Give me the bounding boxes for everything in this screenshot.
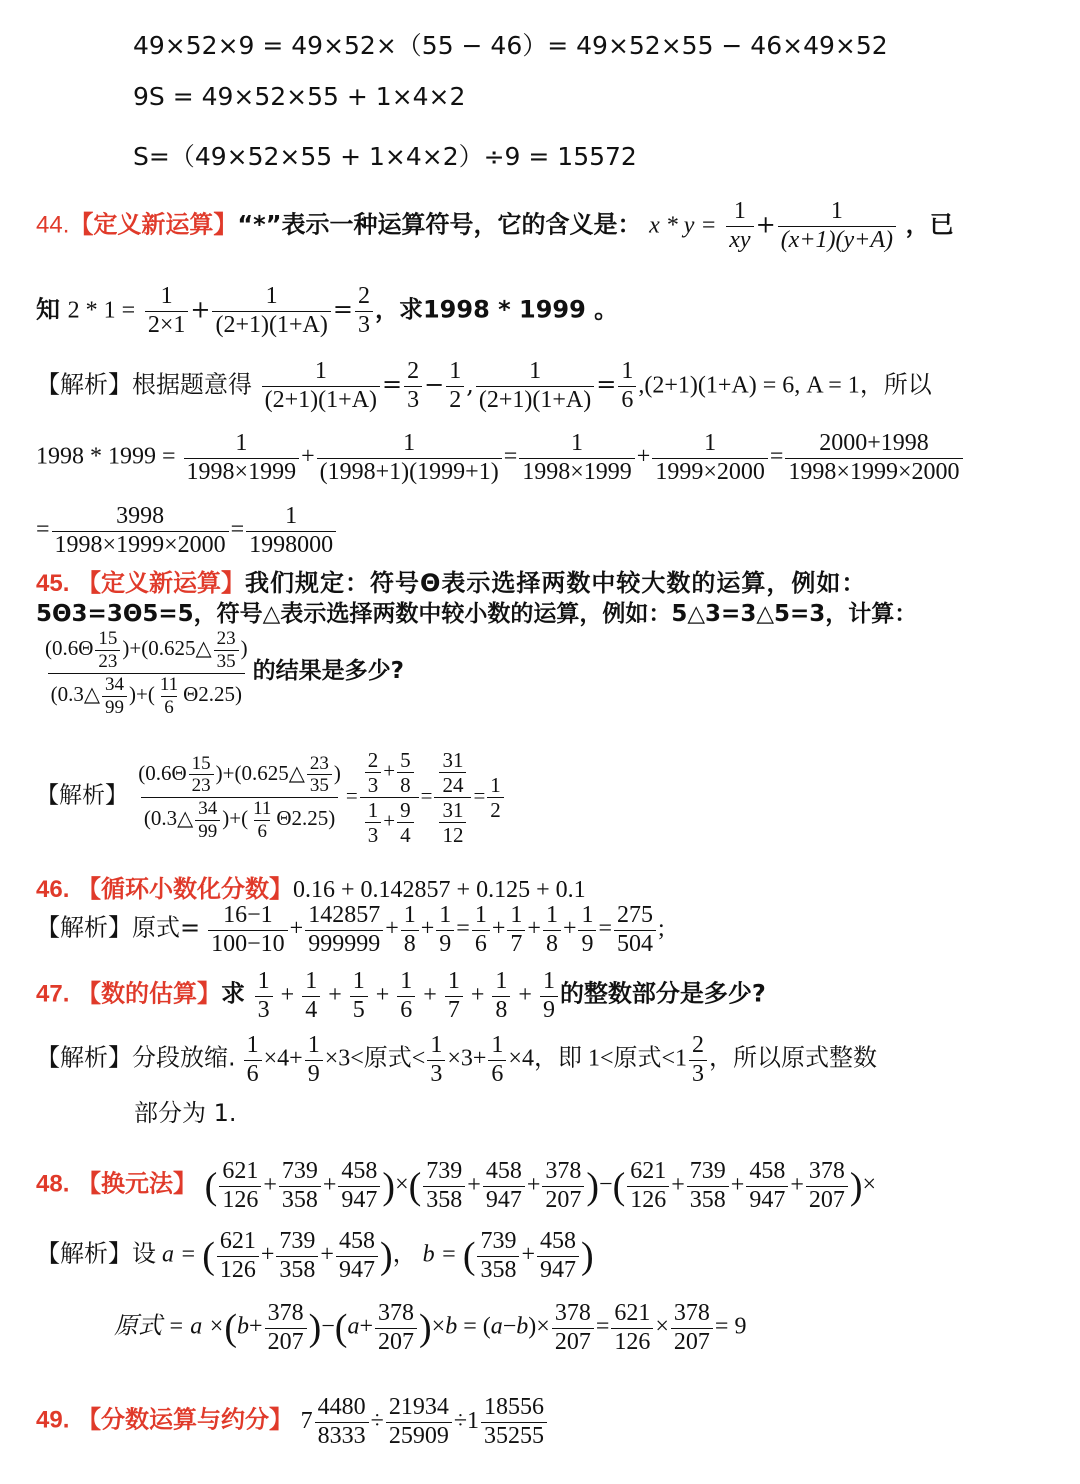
problem-tag: 【定义新运算】 (77, 569, 246, 597)
fraction: $\frac{2}{3}$ (404, 358, 422, 414)
problem-45-question (40, 628, 404, 718)
fraction-term: $\frac{1}{7}$ (445, 968, 463, 1024)
problem-text: “*”表示一种运算符号，它的含义是： (237, 210, 642, 239)
fraction: $\frac{3998}{1998\times 1999\times 2000}$ (52, 503, 229, 559)
problem-lead: 求 (221, 979, 246, 1008)
problem-expression: 0.16 + 0.142857 + 0.125 + 0.1 (293, 877, 586, 903)
fraction: $\frac{1}{8}$ (401, 902, 419, 958)
fraction: $\frac{1}{6}$ (488, 1032, 506, 1088)
eq-line-1: 49×52×9 = 49×52×（55 − 46）= 49×52×55 − 46×49×52 (133, 31, 888, 60)
line-lead: 原式 = a × (114, 1313, 225, 1340)
fraction: $\frac{621}{126}$ (627, 1158, 669, 1214)
fraction: $\frac{275}{504}$ (614, 902, 656, 958)
problem-tag: 【循环小数化分数】 (77, 875, 294, 903)
problem-48-solution-line2: 原式 = a ×(b+ $\frac{378}{207}$ )−(a+ $\frac{378}{207}$ )×b = (a−b)× $\frac{378}{207}$ = $\frac{621}{126}$ × $\frac{378}{207}$ = 9 (114, 1300, 747, 1355)
fraction: $\frac{1}{6}$ (244, 1032, 262, 1088)
fraction-term: $\frac{1}{5}$ (350, 968, 368, 1024)
fraction: $\frac{378}{207}$ (542, 1158, 584, 1214)
formula-lhs: 2 * 1 = (67, 297, 136, 324)
formula-lhs: x * y = (649, 212, 717, 239)
problem-45-solution: 【解析】 (0.6Θ $\frac{15}{23}$ )+(0.625△ $\frac{23}{35}$ ) (0.3△ $\frac{34}{99}$ )+( $\frac{11}{6}$ Θ2.25) = $\frac{2}{3}$ + $\frac{5}{8}$ $\frac{1}{3}$ + $\frac{9}{4}$ = $\frac{\frac{31}{24}}{\frac{31}{12}}$ = $\frac{1}{2}$ (36, 748, 506, 848)
fraction-term: $\frac{1}{8}$ (492, 968, 510, 1024)
problem-46-line (36, 869, 586, 904)
problem-number: 45. (36, 570, 70, 597)
fraction: $\frac{2}{3}$ (689, 1032, 707, 1088)
term-list: $\frac{1}{3}$ + $\frac{1}{4}$ + $\frac{1}{5}$ + $\frac{1}{6}$ + $\frac{1}{7}$ + $\frac{1}{8}$ + $\frac{1}{9}$ (253, 982, 560, 1008)
solution-label: 【解析】 (36, 1239, 132, 1268)
problem-tag: 【定义新运算】 (69, 210, 238, 239)
problem-45-line2: 5Θ3=3Θ5=5，符号△表示选择两数中较小数的运算，例如：5△3=3△5=3，计算： (36, 601, 918, 627)
solution-suoyi: ，所以 (859, 370, 932, 399)
fraction: $\frac{2}{3}$ (355, 283, 373, 339)
fraction-term: $\frac{1}{6}$ (397, 968, 415, 1024)
problem-number: 49. (36, 1406, 70, 1434)
fraction: $\frac{739}{358}$ (279, 1158, 321, 1214)
problem-48-solution: 【解析】设 a = ( $\frac{621}{126}$ + $\frac{739}{358}$ + $\frac{458}{947}$ )， b = ( $\frac{739}{358}$ + $\frac{458}{947}$ ) (36, 1228, 594, 1283)
text-lead: 知 (36, 295, 60, 324)
fraction-term: $\frac{1}{3}$ (255, 968, 273, 1024)
fraction: $\frac{739}{358}$ (423, 1158, 465, 1214)
solution-text: 分段放缩. (132, 1043, 236, 1072)
solution-label: 【解析】 (36, 782, 128, 809)
fraction: $\frac{1}{(2+1)(1+A)}$ (262, 358, 380, 414)
compound-fraction: $\frac{\frac{31}{24}}{\frac{31}{12}}$ (434, 748, 471, 848)
fraction: $\frac{621}{126}$ (219, 1158, 261, 1214)
solution-label: 【解析】 (36, 1043, 132, 1072)
text-tail: ，求1998 * 1999 。 (374, 295, 619, 324)
semicolon: ; (658, 915, 665, 942)
problem-48-line (36, 1158, 876, 1214)
problem-number: 44. (36, 211, 70, 239)
compound-fraction: (0.6Θ $\frac{15}{23}$ )+(0.625△ $\frac{23}{35}$ ) (0.3△ $\frac{34}{99}$ )+( $\frac{11}{6}$ Θ2.25) (45, 628, 248, 718)
fraction: $\frac{1}{6}$ (618, 358, 636, 414)
problem-44-line2: 知 2 * 1 = $\frac{1}{2\times 1}$ + $\frac{1}{(2+1)(1+A)}$ = $\frac{2}{3}$ ，求1998 * 1999 。 (36, 283, 619, 338)
var-b: b = (422, 1241, 457, 1268)
var-a: a = (162, 1241, 197, 1268)
fraction: $\frac{1}{(x+1)(y+A)}$ (778, 198, 896, 254)
fraction: $\frac{1}{1999\times 2000}$ (652, 430, 768, 486)
fraction: $\frac{458}{947}$ (338, 1158, 380, 1214)
problem-44-result2: = $\frac{3998}{1998\times 1999\times 2000}$ = $\frac{1}{1998000}$ (36, 503, 338, 559)
problem-49-line: 49. 【分数运算与约分】 7 $\frac{4480}{8333}$ ÷ $\frac{21934}{25909}$ ÷1 $\frac{18556}{35255}$ (36, 1394, 549, 1450)
fraction: $\frac{1}{9}$ (578, 902, 596, 958)
problem-text: 我们规定：符号Θ表示选择两数中较大数的运算，例如： (245, 569, 867, 597)
solution-text: 根据题意得 (132, 370, 252, 399)
fraction: $\frac{1}{8}$ (543, 902, 561, 958)
problem-47-line (36, 968, 766, 1024)
solution-label: 【解析】 (36, 370, 132, 399)
fraction: $\frac{1}{3}$ (427, 1032, 445, 1088)
eq-line-3: S=（49×52×55 + 1×4×2）÷9 = 15572 (133, 142, 637, 171)
fraction-term: $\frac{1}{9}$ (540, 968, 558, 1024)
problem-expression: ( $\frac{621}{126}$ + $\frac{739}{358}$ + $\frac{458}{947}$ )×( $\frac{739}{358}$ + $\frac{458}{947}$ + $\frac{378}{207}$ )−( $\frac{621}{126}$ + $\frac{739}{358}$ + $\frac{458}{947}$ + $\frac{378}{207}$ )× (204, 1158, 877, 1213)
fraction: $\frac{1}{9}$ (436, 902, 454, 958)
fraction: $\frac{739}{358}$ (687, 1158, 729, 1214)
solution-text: 原式= (132, 913, 201, 942)
fraction: $\frac{1}{2\times 1}$ (145, 283, 189, 339)
problem-44-solution: 【解析】根据题意得 $\frac{1}{(2+1)(1+A)}$ = $\frac{2}{3}$ − $\frac{1}{2}$ , $\frac{1}{(2+1)(1+A)}$ = $\frac{1}{6}$ ,(2+1)(1+A) = 6, A = 1，所以 (36, 358, 932, 413)
problem-44-line1: 44.【定义新运算】“*”表示一种运算符号，它的含义是： x * y = $\frac{1}{xy}$ + $\frac{1}{(x+1)(y+A)}$ ，已 (36, 198, 954, 253)
fraction: $\frac{1}{7}$ (507, 902, 525, 958)
fraction: $\frac{1}{(1998+1)(1999+1)}$ (317, 430, 502, 486)
problem-44-result1: 1998 * 1999 = $\frac{1}{1998\times 1999}$ + $\frac{1}{(1998+1)(1999+1)}$ = $\frac{1}{1998\times 1999}$ + $\frac{1}{1999\times 2000}$ = $\frac{2000+1998}{1998\times 1999\times 2000}$ (36, 430, 965, 486)
fraction: $\frac{2000+1998}{1998\times 1999\times 2000}$ (785, 430, 962, 486)
text-tail: ，已 (905, 210, 954, 239)
fraction: $\frac{458}{947}$ (746, 1158, 788, 1214)
problem-45-line1 (36, 563, 866, 598)
problem-46-solution: 【解析】原式= $\frac{16-1}{100-10}$ + $\frac{142857}{999999}$ + $\frac{1}{8}$ + $\frac{1}{9}$ = $\frac{1}{6}$ + $\frac{1}{7}$ + $\frac{1}{8}$ + $\frac{1}{9}$ = $\frac{275}{504}$ ; (36, 902, 665, 957)
fraction: $\frac{378}{207}$ (806, 1158, 848, 1214)
fraction: $\frac{142857}{999999}$ (305, 902, 383, 958)
fraction: $\frac{1}{1998\times 1999}$ (519, 430, 635, 486)
compound-fraction: $\frac{2}{3}$ + $\frac{5}{8}$ $\frac{1}{3}$ + $\frac{9}{4}$ (360, 748, 419, 848)
eq-line-2: 9S = 49×52×55 + 1×4×2 (133, 82, 466, 111)
compound-fraction: (0.6Θ $\frac{15}{23}$ )+(0.625△ $\frac{23}{35}$ ) (0.3△ $\frac{34}{99}$ )+( $\frac{11}{6}$ Θ2.25) (138, 752, 341, 843)
solution-tail: ,(2+1)(1+A) = 6, A = 1 (638, 372, 860, 399)
fraction: $\frac{1}{xy}$ (726, 198, 753, 254)
question-tail: 的结果是多少? (252, 658, 404, 684)
result-lhs: 1998 * 1999 = (36, 443, 176, 470)
fraction: $\frac{1}{2}$ (446, 358, 464, 414)
fraction: $\frac{1}{1998\times 1999}$ (184, 430, 300, 486)
fraction: $\frac{458}{947}$ (483, 1158, 525, 1214)
problem-number: 47. (36, 980, 70, 1008)
fraction: $\frac{16-1}{100-10}$ (208, 902, 288, 958)
problem-tag: 【分数运算与约分】 (77, 1405, 294, 1434)
problem-number: 48. (36, 1170, 70, 1198)
problem-tag: 【换元法】 (77, 1169, 198, 1198)
problem-47-solution: 【解析】分段放缩. $\frac{1}{6}$ ×4+ $\frac{1}{9}$ ×3<原式< $\frac{1}{3}$ ×3+ $\frac{1}{6}$ ×4，即 1<原式<1 $\frac{2}{3}$ ，所以原式整数 (36, 1032, 878, 1087)
fraction: $\frac{1}{9}$ (305, 1032, 323, 1088)
fraction: $\frac{1}{6}$ (472, 902, 490, 958)
fraction: $\frac{1}{1998000}$ (246, 503, 336, 559)
fraction: $\frac{1}{2}$ (487, 773, 504, 822)
solution-text: 设 (132, 1239, 156, 1268)
line-tail: = 9 (714, 1313, 747, 1340)
fraction: $\frac{1}{(2+1)(1+A)}$ (476, 358, 594, 414)
solution-label: 【解析】 (36, 913, 132, 942)
problem-tail: 的整数部分是多少? (559, 979, 766, 1008)
problem-tag: 【数的估算】 (77, 979, 222, 1008)
fraction-term: $\frac{1}{4}$ (302, 968, 320, 1024)
problem-number: 46. (36, 876, 70, 903)
fraction: $\frac{1}{(2+1)(1+A)}$ (212, 283, 330, 339)
problem-47-solution-line2: 部分为 1. (134, 1099, 237, 1127)
